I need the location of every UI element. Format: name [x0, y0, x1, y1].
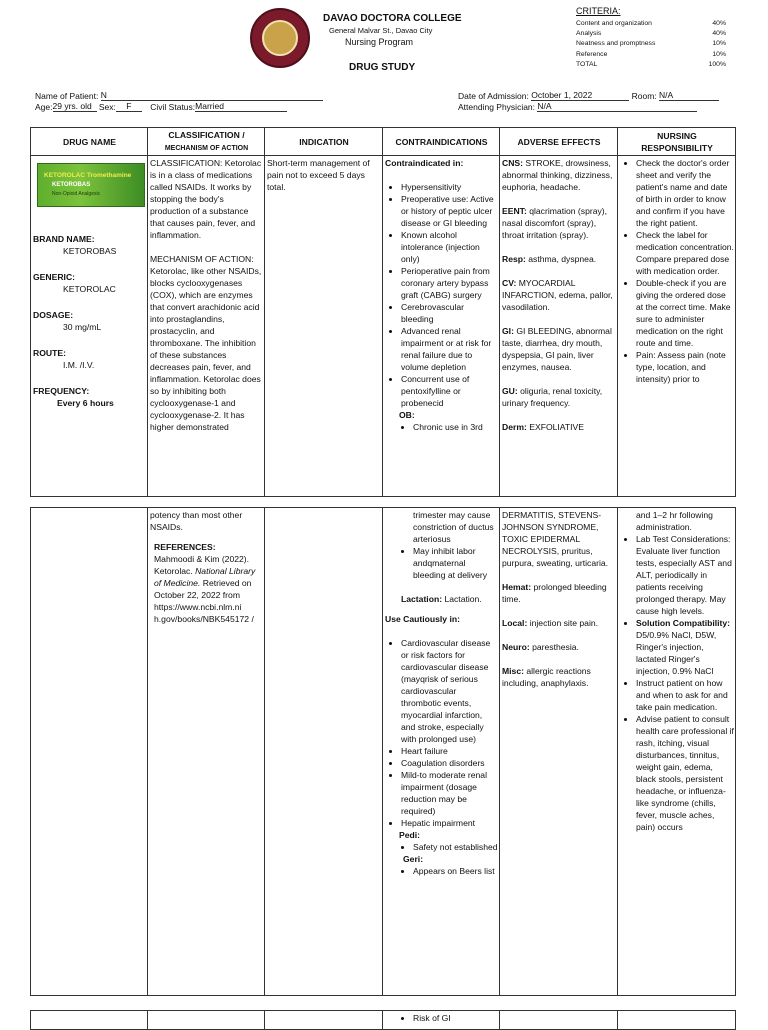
brand-name-value: KETOROBAS [63, 246, 117, 256]
physician-value: N/A [537, 101, 697, 112]
list-item: • Lab Test Considerations: Evaluate liver function tests, especially AST and ALT, periodically in patients receiving prolonged therapy. May cause high levels. [636, 533, 734, 617]
contraindications-cell [383, 156, 500, 497]
adverse-eent: EENT: qlacrimation (spray), nasal discomfort (spray), throat irritation (spray). [502, 206, 608, 240]
adverse-cv: CV: MYOCARDIAL INFARCTION, edema, pallor, vasodilation. [502, 278, 613, 312]
frequency-value: Every 6 hours [57, 398, 114, 408]
list-item: • Advise patient to consult health care professional if rash, itching, visual disturbances, tinnitus, weight gain, edema, black stools, persistent headache, or influenza-like syndrome (chills, fever, muscle aches, pain) occurs [636, 713, 734, 833]
list-item: • Appears on Beers list [413, 865, 498, 877]
pedi-label: Pedi: [399, 830, 421, 840]
drug-study-table-page1 [30, 127, 736, 497]
table-row [31, 508, 736, 996]
list-item: • Instruct patient on how and when to ask for and take pain medication. [636, 677, 734, 713]
table-row [31, 1011, 736, 1030]
list-item: • Perioperative pain from coronary artery bypass graft (CABG) surgery [401, 265, 498, 301]
list-item: • Preoperative use: Active or history of peptic ulcer disease or GI bleeding [401, 193, 498, 229]
indication-cell [265, 156, 383, 497]
geri-label: Geri: [403, 854, 424, 864]
drug-name-cell-cont [31, 508, 148, 996]
patient-civil-status: Married [195, 101, 287, 112]
nursing-continued: and 1–2 hr following administration. [636, 510, 713, 532]
route-label: ROUTE: [33, 348, 66, 358]
list-item: • Solution Compatibility: D5/0.9% NaCl, D5W, Ringer's injection, lactated Ringer's injection, 0.9% NaCl [636, 617, 734, 677]
classification-text: CLASSIFICATION: Ketorolac is in a class of medications called NSAIDs. It works by stopping the body's production of a substance that causes pain, fever, and inflammation. [150, 158, 262, 240]
caution-list [385, 637, 498, 829]
col-classification: CLASSIFICATION / MECHANISM OF ACTION [148, 128, 265, 156]
list-item: • Concurrent use of pentoxifylline or probenecid [401, 373, 498, 409]
caution-heading: Use Cautiously in: [385, 614, 460, 624]
patient-age: 29 yrs. old [53, 101, 97, 112]
table-row [31, 156, 736, 497]
indication-text: Short-term management of pain not to exceed 5 days total. [267, 158, 370, 192]
adverse-effects-cell-cont [500, 508, 618, 996]
room-value: N/A [659, 90, 719, 101]
list-item: • Mild-to moderate renal impairment (dosage reduction may be required) [401, 769, 498, 817]
mechanism-text: MECHANISM OF ACTION: Ketorolac, like other NSAIDs, blocks cyclooxygenases (COX), which are enzymes that convert arachidonic acid into prostaglandins, prostacyclin, and thromboxane. The inhibition of these substances decreases pain, fever, and inflammation. Ketorolac does so by inhibiting both cyclooxygenase-1 and cyclooxygenase-2. It has higher demonstrated [150, 254, 262, 432]
adverse-gi: GI: GI BLEEDING, abnormal taste, diarrhea, dry mouth, dyspepsia, GI pain, liver enzymes, nausea. [502, 326, 612, 372]
physician-line: Attending Physician: N/A [458, 101, 697, 112]
list-item: • Hypersensitivity [401, 181, 498, 193]
adverse-effects-cell [500, 156, 618, 497]
adverse-derm: Derm: EXFOLIATIVE [502, 422, 584, 432]
adverse-local: Local: injection site pain. [502, 618, 599, 628]
patient-sex: F [116, 101, 142, 112]
ob-list [385, 421, 498, 433]
admission-line: Date of Admission: October 1, 2022 Room: N/A [458, 90, 719, 101]
contraindicated-heading: Contraindicated in: [385, 158, 464, 168]
adverse-hemat: Hemat: prolonged bleeding time. [502, 582, 607, 604]
patient-details-line: Age:29 yrs. old Sex: F Civil Status:Married [35, 101, 287, 112]
patient-name-value: N [101, 90, 323, 101]
criteria-row: Content and organization 40% [576, 20, 726, 27]
list-item: • Check the doctor's order sheet and verify the patient's name and date of birth in order to know and confirm if you have the right patient. [636, 157, 734, 229]
list-item: • Chronic use in 3rd [413, 421, 498, 433]
list-item: • Cerebrovascular bleeding [401, 301, 498, 325]
col-indication: INDICATION [265, 128, 383, 156]
criteria-row: TOTAL 100% [576, 61, 726, 68]
list-item: • May inhibit labor andqmaternal bleeding at delivery [413, 545, 498, 581]
criteria-row: Reference 10% [576, 51, 726, 58]
drug-study-table-page2 [30, 507, 736, 996]
lactation-line: Lactation: Lactation. [401, 594, 482, 604]
adverse-derm-continued: DERMATITIS, STEVENS-JOHNSON SYNDROME, TOXIC EPIDERMAL NECROLYSIS, pruritus, purpura, sweating, urticaria. [502, 510, 609, 568]
nursing-cell-cont [618, 508, 736, 996]
route-value: I.M. /I.V. [63, 360, 95, 370]
list-item: • Pain: Assess pain (note type, location, and intensity) prior to [636, 349, 734, 385]
p3-list [385, 1012, 498, 1024]
frequency-label: FREQUENCY: [33, 386, 90, 396]
geri-list [385, 865, 498, 877]
ob-list-2 [385, 545, 498, 581]
indication-cell-cont [265, 508, 383, 996]
nursing-list-2 [620, 533, 734, 833]
generic-value: KETOROLAC [63, 284, 116, 294]
list-item: • Double-check if you are giving the ordered dose at the correct time. Make sure to administer medication on the right route and time. [636, 277, 734, 349]
dosage-label: DOSAGE: [33, 310, 74, 320]
contraindications-list [385, 181, 498, 409]
list-item: • Known alcohol intolerance (injection only) [401, 229, 498, 265]
adverse-misc: Misc: allergic reactions including, anaphylaxis. [502, 666, 591, 688]
patient-name-line: Name of Patient: N [35, 90, 323, 101]
references-label: REFERENCES: [154, 542, 216, 552]
admission-date: October 1, 2022 [531, 90, 629, 101]
adverse-resp: Resp: asthma, dyspnea. [502, 254, 597, 264]
drug-study-table-page3 [30, 1010, 736, 1030]
list-item: • Advanced renal impairment or at risk for renal failure due to volume depletion [401, 325, 498, 373]
drug-name-cell [31, 156, 148, 497]
criteria-row: Analysis 40% [576, 30, 726, 37]
table-header-row [31, 128, 736, 156]
classification-cell [148, 156, 265, 497]
college-logo [250, 8, 310, 68]
references-block [150, 541, 263, 625]
college-address: General Malvar St., Davao City [329, 26, 433, 35]
generic-label: GENERIC: [33, 272, 76, 282]
ob-continued: trimester may cause constriction of ductus arteriosus [413, 510, 494, 544]
col-nursing: NURSING RESPONSIBILITY [618, 128, 736, 156]
adverse-cns: CNS: STROKE, drowsiness, abnormal thinking, dizziness, euphoria, headache. [502, 158, 613, 192]
adverse-gu: GU: oliguria, renal toxicity, urinary frequency. [502, 386, 603, 408]
criteria-title: CRITERIA: [576, 6, 621, 16]
drug-package-image: KETOROLAC Tromethamine KETOROBAS Non-Opioid Analgesic [37, 163, 145, 207]
list-item: • Risk of GI [413, 1012, 498, 1024]
pedi-list [385, 841, 498, 853]
list-item: • Check the label for medication concentration. Compare prepared dose with medication order. [636, 229, 734, 277]
nursing-cell [618, 156, 736, 497]
classification-continued: potency than most other NSAIDs. [150, 510, 243, 532]
classification-cell-cont [148, 508, 265, 996]
dosage-value: 30 mg/mL [63, 322, 102, 332]
contraindications-cell-p3 [383, 1011, 500, 1030]
col-adverse-effects: ADVERSE EFFECTS [500, 128, 618, 156]
brand-name-label: BRAND NAME: [33, 234, 95, 244]
criteria-row: Neatness and promptness 10% [576, 40, 726, 47]
document-title: DRUG STUDY [349, 62, 416, 73]
list-item: • Coagulation disorders [401, 757, 498, 769]
col-drug-name: DRUG NAME [31, 128, 148, 156]
adverse-neuro: Neuro: paresthesia. [502, 642, 579, 652]
list-item: • Safety not established [413, 841, 498, 853]
contraindications-cell-cont [383, 508, 500, 996]
list-item: • Cardiovascular disease or risk factors for cardiovascular disease (mayqrisk of serious cardiovascular thrombotic events, myocardial infarction, and stroke, especially with prolonged use) [401, 637, 498, 745]
college-name: DAVAO DOCTORA COLLEGE [323, 13, 462, 24]
list-item: • Heart failure [401, 745, 498, 757]
ob-label: OB: [399, 410, 415, 420]
nursing-list [620, 157, 734, 385]
program-name: Nursing Program [345, 37, 414, 47]
reference-text: Mahmoodi & Kim (2022). Ketorolac. National Library of Medicine. Retrieved on October 22, 2022 from https://www.ncbi.nlm.ni h.gov/books/NBK545172 / [154, 554, 256, 624]
logo-emblem [262, 20, 298, 56]
col-contraindications: CONTRAINDICATIONS [383, 128, 500, 156]
list-item: • Hepatic impairment [401, 817, 498, 829]
